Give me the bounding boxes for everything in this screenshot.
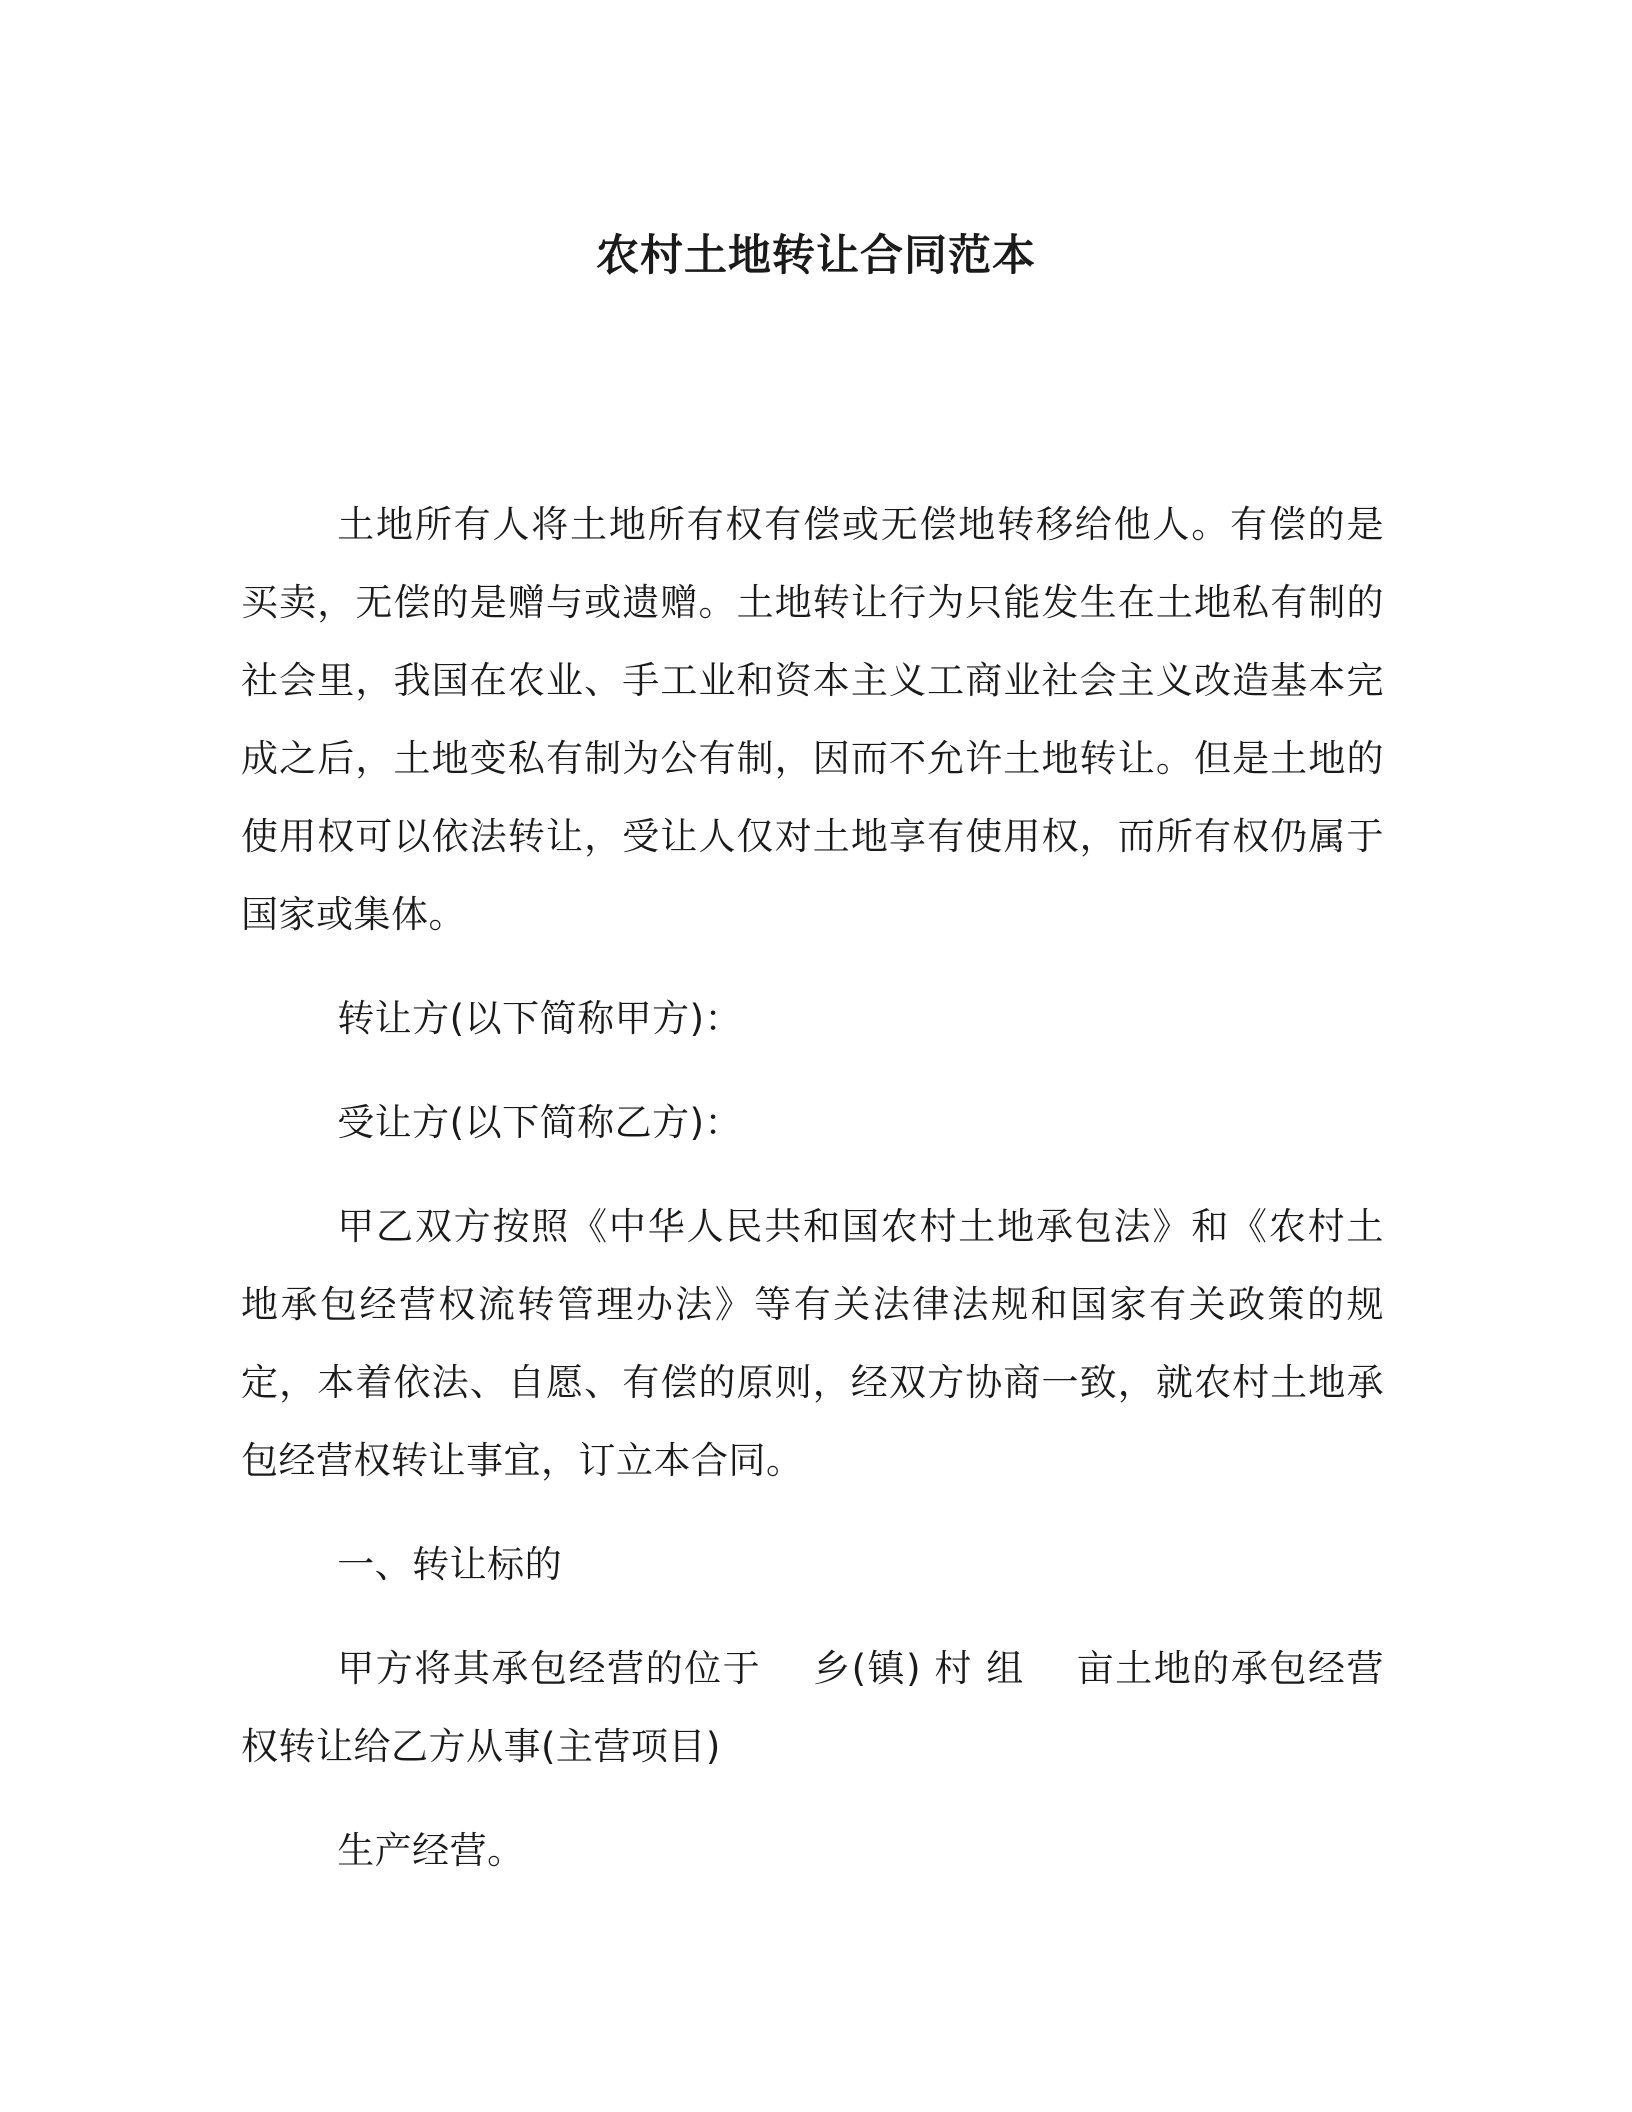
production-line: 生产经营。 [337, 1829, 525, 1872]
section-heading-transfer-subject: 一、转让标的 [337, 1543, 563, 1586]
document-body [241, 486, 1384, 1916]
transferee-line: 受让方(以下简称乙方)： [337, 1101, 743, 1144]
transferor-line: 转让方(以下简称甲方)： [337, 997, 743, 1040]
document-title: 农村土地转让合同范本 [596, 231, 1036, 281]
agreement-basis-paragraph: 甲乙双方按照《中华人民共和国农村土地承包法》和《农村土地承包经营权流转管理办法》等有关法律法规和国家有关政策的规定，本着依法、自愿、有偿的原则，经双方协商一致，就农村土地承包经营权转让事宜，订立本合同。 [241, 1205, 1384, 1482]
transfer-subject-paragraph: 甲方将其承包经营的位于 乡(镇) 村 组 亩土地的承包经营权转让给乙方从事(主营项目) [241, 1647, 1384, 1768]
intro-paragraph: 土地所有人将土地所有权有偿或无偿地转移给他人。有偿的是买卖，无偿的是赠与或遗赠。土地转让行为只能发生在土地私有制的社会里，我国在农业、手工业和资本主义工商业社会主义改造基本完成之后，土地变私有制为公有制，因而不允许土地转让。但是土地的使用权可以依法转让，受让人仅对土地享有使用权，而所有权仍属于国家或集体。 [241, 503, 1384, 936]
